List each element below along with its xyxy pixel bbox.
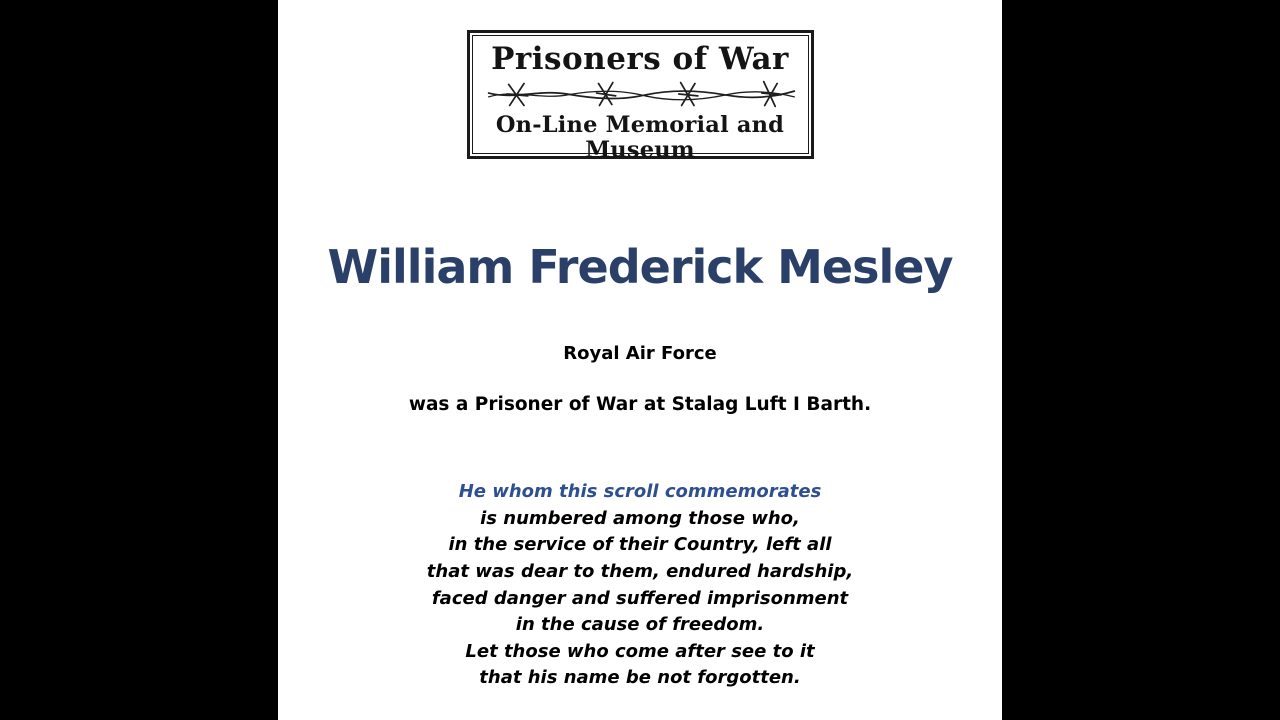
commemorative-scroll-text [278,479,1002,692]
scroll-line: faced danger and suffered imprisonment [431,587,849,609]
memorial-page [278,0,1002,720]
scroll-line: that was dear to them, endured hardship, [426,561,854,582]
scroll-line: Let those who come after see to it [465,640,815,662]
scroll-highlight-line: He whom this scroll commemorates [458,481,822,503]
memorial-name-heading: William Frederick Mesley [327,239,953,294]
scroll-line: is numbered among those who, [480,507,800,529]
pow-logo-subtitle: On-Line Memorial and Museum [495,112,785,163]
scroll-line: in the cause of freedom. [515,614,765,636]
barbed-wire-icon [481,77,801,111]
scroll-line: that his name be not forgotten. [479,667,801,689]
service-branch-line: Royal Air Force [563,343,717,365]
pow-logo-box [467,30,814,163]
pow-logo-box-inner [472,35,809,163]
pow-logo-title: Prisoners of War [491,41,789,77]
scroll-line: in the service of their Country, left all [448,534,832,556]
captivity-statement-line: was a Prisoner of War at Stalag Luft I Barth. [408,394,872,416]
